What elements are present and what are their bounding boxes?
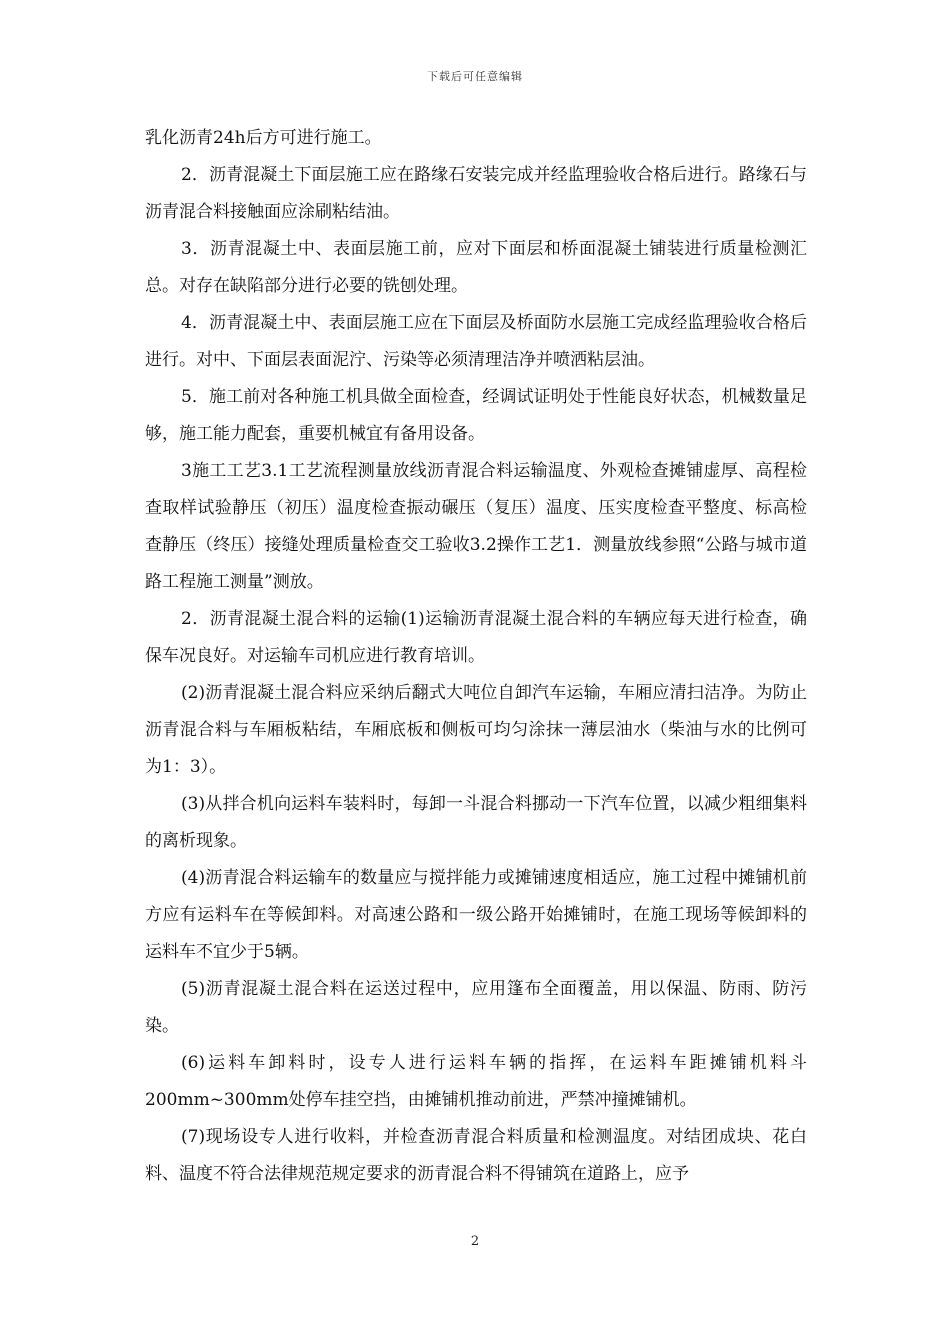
paragraph: 乳化沥青24h后方可进行施工。 [145,128,382,148]
paragraph: 3．沥青混凝土中、表面层施工前，应对下面层和桥面混凝土铺装进行质量检测汇总。对存在缺陷部分进行必要的铣刨处理。 [145,239,807,296]
paragraph: (5)沥青混凝土混合料在运送过程中，应用篷布全面覆盖，用以保温、防雨、防污染。 [145,979,807,1036]
paragraph: 2．沥青混凝土混合料的运输(1)运输沥青混凝土混合料的车辆应每天进行检查，确保车况良好。对运输车司机应进行教育培训。 [145,609,807,666]
paragraph: 4．沥青混凝土中、表面层施工应在下面层及桥面防水层施工完成经监理验收合格后进行。对中、下面层表面泥泞、污染等必须清理洁净并喷洒粘层油。 [145,313,807,370]
paragraph: (6)运料车卸料时，设专人进行运料车辆的指挥，在运料车距摊铺机料斗200mm~300mm处停车挂空挡，由摊铺机推动前进，严禁冲撞摊铺机。 [145,1053,807,1110]
paragraph: 2．沥青混凝土下面层施工应在路缘石安装完成并经监理验收合格后进行。路缘石与沥青混合料接触面应涂刷粘结油。 [145,165,807,222]
paragraph: (3)从拌合机向运料车装料时，每卸一斗混合料挪动一下汽车位置，以减少粗细集料的离析现象。 [145,794,807,851]
page-number: 2 [470,1234,480,1249]
paragraph: (2)沥青混凝土混合料应采纳后翻式大吨位自卸汽车运输，车厢应清扫洁净。为防止沥青混合料与车厢板粘结，车厢底板和侧板可均匀涂抹一薄层油水（柴油与水的比例可为1：3）。 [145,683,807,777]
page-header: 下载后可任意编辑 [427,70,523,83]
paragraph: (7)现场设专人进行收料，并检查沥青混合料质量和检测温度。对结团成块、花白料、温度不符合法律规范规定要求的沥青混合料不得铺筑在道路上，应予 [145,1127,807,1184]
document-body [145,120,807,1193]
paragraph: (4)沥青混合料运输车的数量应与搅拌能力或摊铺速度相适应，施工过程中摊铺机前方应有运料车在等候卸料。对高速公路和一级公路开始摊铺时，在施工现场等候卸料的运料车不宜少于5辆。 [145,868,807,962]
paragraph: 5．施工前对各种施工机具做全面检查，经调试证明处于性能良好状态，机械数量足够，施工能力配套，重要机械宜有备用设备。 [145,387,807,444]
paragraph: 3施工工艺3.1工艺流程测量放线沥青混合料运输温度、外观检查摊铺虚厚、高程检查取样试验静压（初压）温度检查振动碾压（复压）温度、压实度检查平整度、标高检查静压（终压）接缝处理质量检查交工验收3.2操作工艺1．测量放线参照“公路与城市道路工程施工测量”测放。 [145,461,807,592]
